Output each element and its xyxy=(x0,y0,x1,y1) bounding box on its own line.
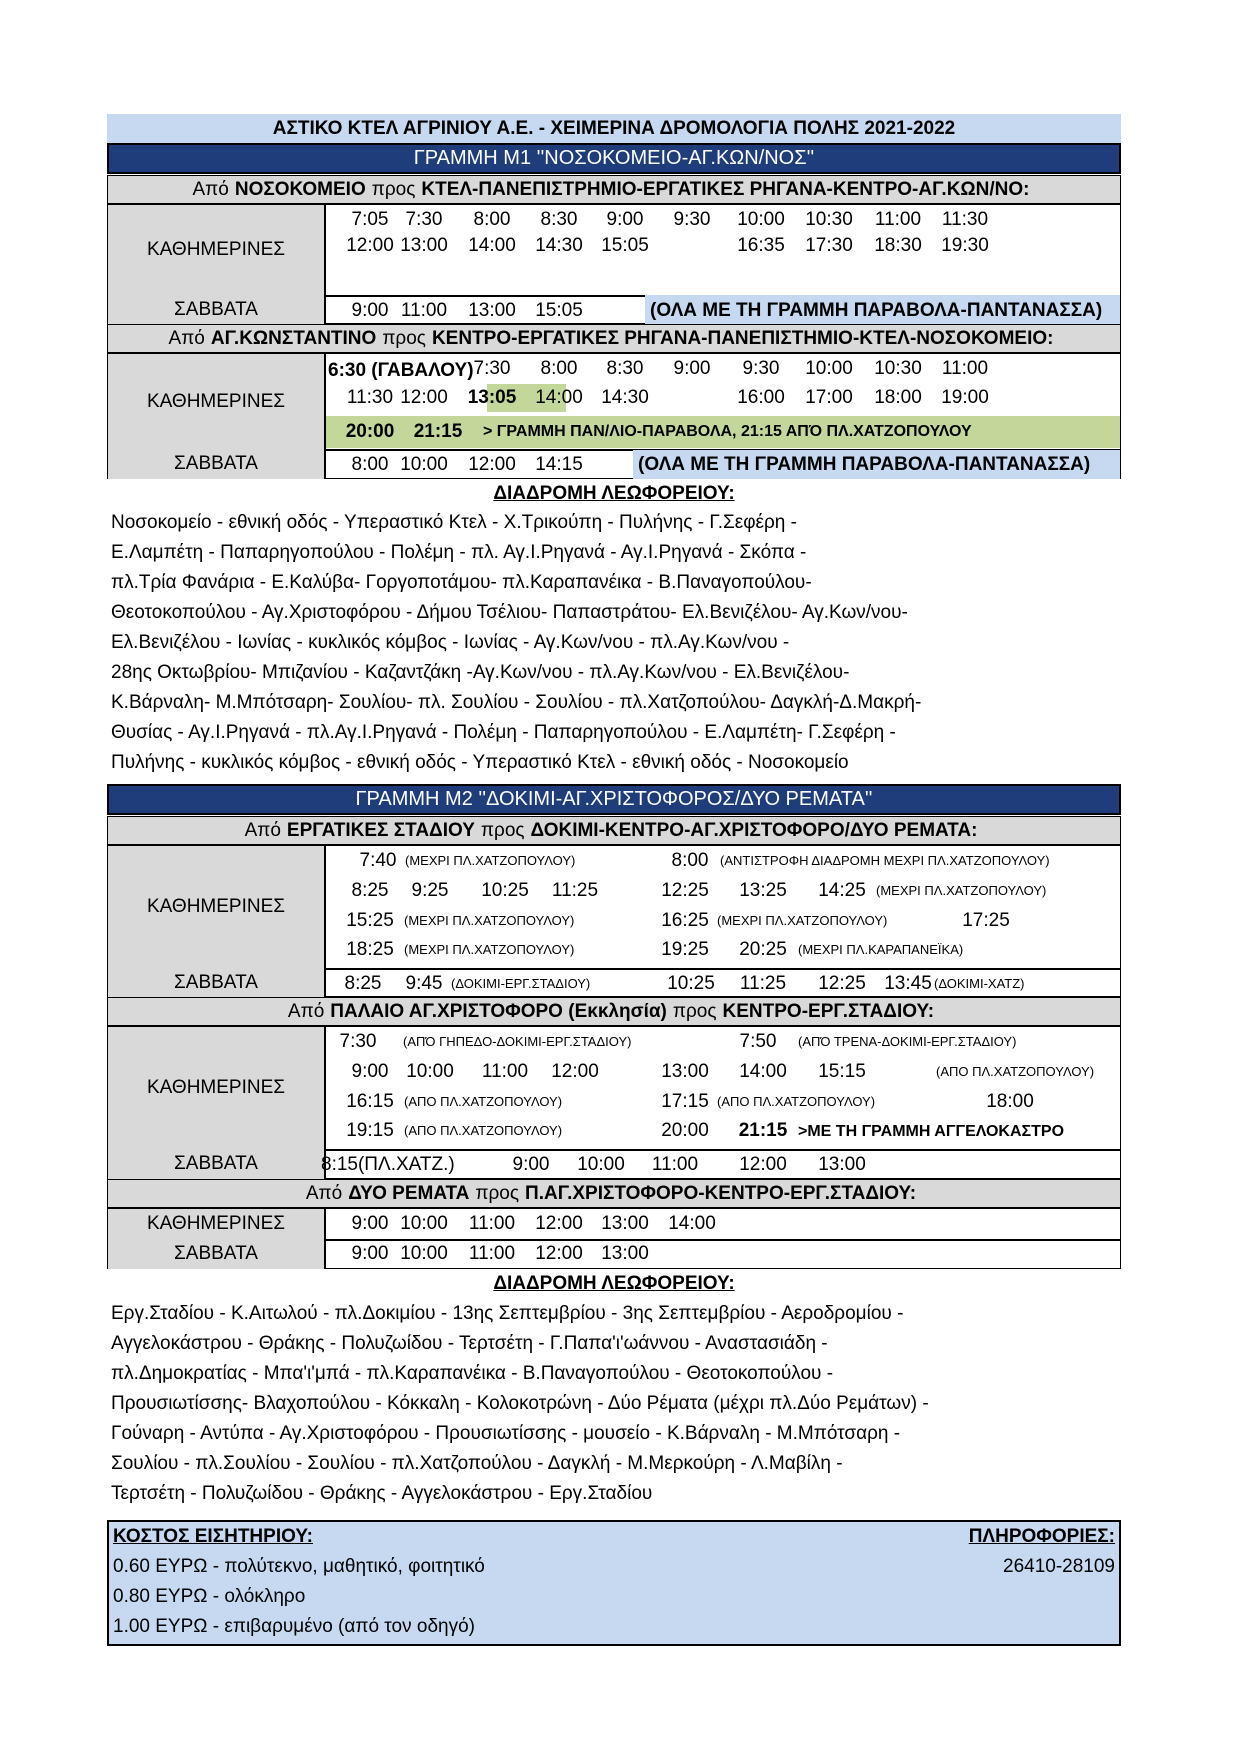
departure-time: 14:00 xyxy=(739,1061,787,1082)
departure-time: 10:30 xyxy=(805,209,853,230)
dir-mid: προς xyxy=(672,1000,717,1022)
departure-time: 18:25 xyxy=(346,939,394,960)
departure-time: 10:00 xyxy=(406,1061,454,1082)
departure-time: 14:00 xyxy=(535,387,583,408)
departure-time: 11:00 xyxy=(481,1061,529,1082)
departure-time: 21:15 xyxy=(738,1120,788,1141)
route-line: 28ης Οκτωβρίου- Μπιζανίου - Καζαντζάκη -Αγ.Κων/νου - πλ.Αγ.Κων/νου - Ελ.Βενιζέλου- xyxy=(111,662,850,683)
departure-time: 15:05 xyxy=(601,235,649,256)
departure-time: 7:30 xyxy=(405,209,443,230)
departure-time: 8:25 xyxy=(351,880,389,901)
departure-time: 14:00 xyxy=(468,235,516,256)
departure-time: 8:30 xyxy=(540,209,578,230)
departure-time: 13:00 xyxy=(601,1243,649,1264)
m2-dir2-schedule xyxy=(107,1026,1121,1179)
departure-time: 10:00 xyxy=(805,358,853,379)
departure-time: 17:00 xyxy=(805,387,853,408)
departure-time: 11:00 xyxy=(468,1243,516,1264)
route-line: Πυλήνης - κυκλικός κόμβος - εθνική οδός - Υπεραστικό Κτελ - εθνική οδός - Νοσοκομείο xyxy=(111,752,849,773)
saturdays-label: ΣΑΒΒΑΤΑ xyxy=(108,1149,326,1179)
departure-note: (ΑΠΌ ΓΗΠΕΔΟ-ΔΟΚΙΜΙ-ΕΡΓ.ΣΤΑΔΙΟΥ) xyxy=(403,1034,632,1049)
info-phone: 26410-28109 xyxy=(1003,1556,1115,1577)
departure-time: 12:00 xyxy=(535,1213,583,1234)
departure-time: 9:00 xyxy=(351,1213,389,1234)
departure-time: 12:00 xyxy=(468,454,516,475)
departure-time: 12:00 xyxy=(346,235,394,256)
departure-time: 12:00 xyxy=(535,1243,583,1264)
departure-note: (ΑΠΌ ΤΡΕΝΑ-ΔΟΚΙΜΙ-ΕΡΓ.ΣΤΑΔΙΟΥ) xyxy=(798,1034,1017,1049)
departure-time: 13:00 xyxy=(601,1213,649,1234)
departure-time: 8:30 xyxy=(606,358,644,379)
departure-time: 11:00 xyxy=(651,1154,699,1175)
m1-dir1-saturday-note: (ΟΛΑ ΜΕ ΤΗ ΓΡΑΜΜΗ ΠΑΡΑΒΟΛΑ-ΠΑΝΤΑΝΑΣΣΑ) xyxy=(650,300,1103,321)
dir-prefix: Από xyxy=(244,819,281,841)
saturday-time: 13:45 xyxy=(884,973,932,994)
dir-from: ΕΡΓΑΤΙΚΕΣ ΣΤΑΔΙΟΥ xyxy=(286,819,475,841)
departure-note: (ΜΕΧΡΙ ΠΛ.ΧΑΤΖΟΠΟΥΛΟΥ) xyxy=(717,913,888,928)
m2-heading: ΓΡΑΜΜΗ Μ2 ''ΔΟΚΙΜΙ-ΑΓ.ΧΡΙΣΤΟΦΟΡΟΣ/ΔΥΟ ΡΕΜΑΤΑ'' xyxy=(107,784,1121,815)
dir-to: ΚΕΝΤΡΟ-ΕΡΓΑΤΙΚΕΣ ΡΗΓΑΝΑ-ΠΑΝΕΠΙΣΤΗΜΙΟ-ΚΤΕΛ-ΝΟΣΟΚΟΜΕΙΟ: xyxy=(431,327,1054,349)
saturdays-label: ΣΑΒΒΑΤΑ xyxy=(108,295,326,324)
m1-dir1-schedule xyxy=(107,204,1121,324)
departure-time: 9:00 xyxy=(351,1243,389,1264)
route-line: Θυσίας - Αγ.Ι.Ρηγανά - πλ.Αγ.Ι.Ρηγανά - Πολέμη - Παπαρηγοπούλου - Ε.Λαμπέτη- Γ.Σεφέρη - xyxy=(111,722,896,743)
departure-time: 17:30 xyxy=(805,235,853,256)
dir-prefix: Από xyxy=(305,1182,343,1204)
departure-time: 10:30 xyxy=(874,358,922,379)
m1-route-heading: ΔΙΑΔΡΟΜΗ ΛΕΩΦΟΡΕΙΟΥ: xyxy=(493,483,735,504)
departure-time: 9:00 xyxy=(351,1061,389,1082)
departure-time: 20:00 xyxy=(661,1120,709,1141)
departure-time: 21:15 xyxy=(413,421,463,442)
departure-time: 9:00 xyxy=(673,358,711,379)
departure-time: 7:50 xyxy=(739,1031,777,1052)
route-line: πλ.Τρία Φανάρια - Ε.Καλύβα- Γοργοποτάμου- πλ.Καραπανέικα - Β.Παναγοπούλου- xyxy=(111,572,812,593)
saturdays-label: ΣΑΒΒΑΤΑ xyxy=(108,1239,326,1269)
saturday-note: (ΔΟΚΙΜΙ-ΧΑΤΖ) xyxy=(934,976,1025,991)
departure-time: 11:30 xyxy=(941,209,989,230)
departure-time: 12:25 xyxy=(661,880,709,901)
saturday-time: 10:25 xyxy=(667,973,715,994)
departure-time: 9:00 xyxy=(606,209,644,230)
saturdays-label: ΣΑΒΒΑΤΑ xyxy=(108,968,326,997)
fare-box xyxy=(107,1520,1121,1646)
dir-from: ΠΑΛΑΙΟ ΑΓ.ΧΡΙΣΤΟΦΟΡΟ (Εκκλησία) xyxy=(330,1000,667,1022)
m1-dir2-evening-note: > ΓΡΑΜΜΗ ΠΑΝ/ΛΙΟ-ΠΑΡΑΒΟΛΑ, 21:15 ΑΠΌ ΠΛ.ΧΑΤΖΟΠΟΥΛΟΥ xyxy=(483,423,972,440)
dir-to: Π.ΑΓ.ΧΡΙΣΤΟΦΟΡΟ-ΚΕΝΤΡΟ-ΕΡΓ.ΣΤΑΔΙΟΥ: xyxy=(525,1182,917,1204)
departure-time: 11:00 xyxy=(400,300,448,321)
departure-time: 12:00 xyxy=(739,1154,787,1175)
departure-time: 9:00 xyxy=(512,1154,550,1175)
departure-time: 13:00 xyxy=(400,235,448,256)
departure-time: 14:15 xyxy=(535,454,583,475)
departure-time: 10:00 xyxy=(577,1154,625,1175)
departure-time: 13:25 xyxy=(739,880,787,901)
dir-to: ΔΟΚΙΜΙ-ΚΕΝΤΡΟ-ΑΓ.ΧΡΙΣΤΟΦΟΡΟ/ΔΥΟ ΡΕΜΑΤΑ: xyxy=(530,819,978,841)
departure-time: 16:25 xyxy=(661,910,709,931)
weekdays-label: ΚΑΘΗΜΕΡΙΝΕΣ xyxy=(108,354,326,449)
departure-note: (ΜΕΧΡΙ ΠΛ.ΧΑΤΖΟΠΟΥΛΟΥ) xyxy=(404,942,575,957)
departure-time: 9:30 xyxy=(742,358,780,379)
saturday-time: 12:25 xyxy=(818,973,866,994)
saturday-note: (ΔΟΚΙΜΙ-ΕΡΓ.ΣΤΑΔΙΟΥ) xyxy=(451,976,591,991)
m2-route-heading: ΔΙΑΔΡΟΜΗ ΛΕΩΦΟΡΕΙΟΥ: xyxy=(493,1273,735,1294)
m2-dir1-schedule xyxy=(107,845,1121,997)
m1-direction-1 xyxy=(107,175,1121,204)
departure-time: 11:00 xyxy=(941,358,989,379)
dir-to: ΚΕΝΤΡΟ-ΕΡΓ.ΣΤΑΔΙΟΥ: xyxy=(722,1000,935,1022)
departure-time: 10:00 xyxy=(400,1243,448,1264)
departure-time: 8:00 xyxy=(540,358,578,379)
departure-note: (ΑΝΤΙΣΤΡΟΦΗ ΔΙΑΔΡΟΜΗ ΜΕΧΡΙ ΠΛ.ΧΑΤΖΟΠΟΥΛΟΥ) xyxy=(720,853,1050,868)
departure-time: 9:25 xyxy=(411,880,449,901)
saturdays-label: ΣΑΒΒΑΤΑ xyxy=(108,449,326,479)
departure-time: 12:00 xyxy=(400,387,448,408)
departure-time: 11:25 xyxy=(551,880,599,901)
departure-time: 19:15 xyxy=(346,1120,394,1141)
route-line: Γούναρη - Αντύπα - Αγ.Χριστοφόρου - Προυσιωτίσσης - μουσείο - Κ.Βάρναλη - Μ.Μπότσαρη - xyxy=(111,1423,901,1444)
departure-time: 14:00 xyxy=(668,1213,716,1234)
dir-from: ΔΥΟ ΡΕΜΑΤΑ xyxy=(348,1182,470,1204)
weekdays-label: ΚΑΘΗΜΕΡΙΝΕΣ xyxy=(108,205,326,295)
departure-time: 14:25 xyxy=(818,880,866,901)
saturday-time: 8:25 xyxy=(344,973,382,994)
departure-time: 11:00 xyxy=(874,209,922,230)
m2-direction-1 xyxy=(107,816,1121,845)
departure-time: 15:15 xyxy=(818,1061,866,1082)
departure-time: 20:25 xyxy=(739,939,787,960)
departure-time: 13:00 xyxy=(661,1061,709,1082)
departure-time: 8:00 xyxy=(473,209,511,230)
departure-time: 10:00 xyxy=(400,454,448,475)
route-line: Εργ.Σταδίου - Κ.Αιτωλού - πλ.Δοκιμίου - 13ης Σεπτεμβρίου - 3ης Σεπτεμβρίου - Αεροδρομίου - xyxy=(111,1303,904,1324)
dir-from: ΑΓ.ΚΩΝΣΤΑΝΤΙΝΟ xyxy=(210,327,377,349)
m1-dir2-schedule xyxy=(107,353,1121,479)
departure-time: 19:00 xyxy=(941,387,989,408)
saturday-time: 9:45 xyxy=(405,973,443,994)
fare-item: 0.80 ΕΥΡΩ - ολόκληρο xyxy=(113,1586,306,1607)
weekdays-label: ΚΑΘΗΜΕΡΙΝΕΣ xyxy=(108,1027,326,1149)
m1-direction-2 xyxy=(107,324,1121,353)
route-line: Τερτσέτη - Πολυζωίδου - Θράκης - Αγγελοκάστρου - Εργ.Σταδίου xyxy=(111,1483,653,1504)
route-line: Σουλίου - πλ.Σουλίου - Σουλίου - πλ.Χατζοπούλου - Δαγκλή - Μ.Μερκούρη - Λ.Μαβίλη - xyxy=(111,1453,843,1474)
route-line: Κ.Βάρναλη- Μ.Μπότσαρη- Σουλίου- πλ. Σουλίου - Σουλίου - πλ.Χατζοπούλου- Δαγκλή-Δ.Μακρή- xyxy=(111,692,922,713)
departure-time: 18:00 xyxy=(986,1091,1034,1112)
departure-note: (ΑΠΟ ΠΛ.ΧΑΤΖΟΠΟΥΛΟΥ) xyxy=(717,1094,876,1109)
departure-note: (ΑΠΟ ΠΛ.ΧΑΤΖΟΠΟΥΛΟΥ) xyxy=(936,1064,1095,1079)
departure-time: 14:30 xyxy=(601,387,649,408)
departure-time: 7:40 xyxy=(359,850,397,871)
fare-item: 0.60 ΕΥΡΩ - πολύτεκνο, μαθητικό, φοιτητικό xyxy=(113,1556,485,1577)
departure-time: 8:00 xyxy=(351,454,389,475)
dir-mid: προς xyxy=(480,819,525,841)
m1-dir2-saturday-note: (ΟΛΑ ΜΕ ΤΗ ΓΡΑΜΜΗ ΠΑΡΑΒΟΛΑ-ΠΑΝΤΑΝΑΣΣΑ) xyxy=(638,454,1091,475)
route-line: Αγγελοκάστρου - Θράκης - Πολυζωίδου - Τερτσέτη - Γ.Παπα'ι'ωάννου - Αναστασιάδη - xyxy=(111,1333,828,1354)
departure-time: 16:35 xyxy=(737,235,785,256)
route-line: Προυσιωτίσσης- Βλαχοπούλου - Κόκκαλη - Κολοκοτρώνη - Δύο Ρέματα (μέχρι πλ.Δύο Ρεμάτων) - xyxy=(111,1393,929,1414)
dir-from: ΝΟΣΟΚΟΜΕΙΟ xyxy=(234,178,366,200)
dir-prefix: Από xyxy=(168,327,205,349)
departure-note: (ΜΕΧΡΙ ΠΛ.ΧΑΤΖΟΠΟΥΛΟΥ) xyxy=(405,853,576,868)
departure-time: 18:00 xyxy=(874,387,922,408)
departure-time: 9:30 xyxy=(673,209,711,230)
m2-dir3-schedule xyxy=(107,1208,1121,1269)
departure-note: (ΜΕΧΡΙ ΠΛ.ΧΑΤΖΟΠΟΥΛΟΥ) xyxy=(876,883,1047,898)
departure-time: 10:00 xyxy=(400,1213,448,1234)
departure-time: 7:05 xyxy=(351,209,389,230)
weekdays-label: ΚΑΘΗΜΕΡΙΝΕΣ xyxy=(108,1209,326,1239)
departure-time: 14:30 xyxy=(535,235,583,256)
departure-time: 9:00 xyxy=(351,300,389,321)
route-line: Ελ.Βενιζέλου - Ιωνίας - κυκλικός κόμβος - Ιωνίας - Αγ.Κων/νου - πλ.Αγ.Κων/νου - xyxy=(111,632,790,653)
m2-direction-2 xyxy=(107,997,1121,1026)
departure-note: (ΜΕΧΡΙ ΠΛ.ΚΑΡΑΠΑΝΕΪΚΑ) xyxy=(798,942,964,957)
departure-note: (ΑΠΟ ΠΛ.ΧΑΤΖΟΠΟΥΛΟΥ) xyxy=(404,1094,563,1109)
departure-time: 20:00 xyxy=(345,421,395,442)
departure-time: 17:15 xyxy=(661,1091,709,1112)
departure-time: 18:30 xyxy=(874,235,922,256)
departure-time: 19:25 xyxy=(661,939,709,960)
departure-time: 7:30 xyxy=(339,1031,377,1052)
departure-time: 8:00 xyxy=(671,850,709,871)
dir-to: ΚΤΕΛ-ΠΑΝΕΠΙΣΤΡΗΜΙΟ-ΕΡΓΑΤΙΚΕΣ ΡΗΓΑΝΑ-ΚΕΝΤΡΟ-ΑΓ.ΚΩΝ/ΝΟ: xyxy=(421,178,1030,200)
departure-note: (ΜΕΧΡΙ ΠΛ.ΧΑΤΖΟΠΟΥΛΟΥ) xyxy=(404,913,575,928)
departure-time: 15:25 xyxy=(346,910,394,931)
dir-prefix: Από xyxy=(287,1000,325,1022)
dir-prefix: Από xyxy=(192,178,229,200)
departure-time: 12:00 xyxy=(551,1061,599,1082)
saturday-time: 8:15(ΠΛ.ΧΑΤΖ.) xyxy=(321,1154,455,1175)
route-line: Θεοτοκοπούλου - Αγ.Χριστοφόρου - Δήμου Τσέλιου- Παπαστράτου- Ελ.Βενιζέλου- Αγ.Κων/νου- xyxy=(111,602,908,623)
m1-dir2-first-trip: 6:30 (ΓΑΒΑΛΟΥ) xyxy=(328,360,474,381)
fare-item: 1.00 ΕΥΡΩ - επιβαρυμένο (από τον οδηγό) xyxy=(113,1616,475,1637)
m2-direction-3 xyxy=(107,1179,1121,1208)
route-line: Νοσοκομείο - εθνική οδός - Υπεραστικό Κτελ - Χ.Τρικούπη - Πυλήνης - Γ.Σεφέρη - xyxy=(111,512,797,533)
saturday-time: 11:25 xyxy=(739,973,787,994)
departure-time: 19:30 xyxy=(941,235,989,256)
departure-time: 11:00 xyxy=(468,1213,516,1234)
dir-mid: προς xyxy=(382,327,426,349)
route-line: Ε.Λαμπέτη - Παπαρηγοπούλου - Πολέμη - πλ. Αγ.Ι.Ρηγανά - Αγ.Ι.Ρηγανά - Σκόπα - xyxy=(111,542,807,563)
departure-time: 10:00 xyxy=(737,209,785,230)
departure-time: 11:30 xyxy=(346,387,394,408)
info-heading: ΠΛΗΡΟΦΟΡΙΕΣ: xyxy=(968,1526,1115,1547)
dir-mid: προς xyxy=(475,1182,520,1204)
weekdays-label: ΚΑΘΗΜΕΡΙΝΕΣ xyxy=(108,846,326,968)
departure-time: 13:05 xyxy=(467,387,517,408)
dir-mid: προς xyxy=(371,178,416,200)
route-line: πλ.Δημοκρατίας - Μπα'ι'μπά - πλ.Καραπανέικα - Β.Παναγοπούλου - Θεοτοκοπούλου - xyxy=(111,1363,834,1384)
page-title: ΑΣΤΙΚΟ ΚΤΕΛ ΑΓΡΙΝΙΟΥ Α.Ε. - ΧΕΙΜΕΡΙΝΑ ΔΡΟΜΟΛΟΓΙΑ ΠΟΛΗΣ 2021-2022 xyxy=(107,114,1121,144)
m1-heading: ΓΡΑΜΜΗ Μ1 ''ΝΟΣΟΚΟΜΕΙΟ-ΑΓ.ΚΩΝ/ΝΟΣ'' xyxy=(107,143,1121,174)
departure-time: 16:15 xyxy=(346,1091,394,1112)
departure-note: (ΑΠΟ ΠΛ.ΧΑΤΖΟΠΟΥΛΟΥ) xyxy=(404,1123,563,1138)
departure-time: 7:30 xyxy=(473,358,511,379)
departure-time: 17:25 xyxy=(962,910,1010,931)
departure-time: 13:00 xyxy=(818,1154,866,1175)
departure-time: 10:25 xyxy=(481,880,529,901)
fare-heading: ΚΟΣΤΟΣ ΕΙΣΗΤΗΡΙΟΥ: xyxy=(113,1526,313,1547)
departure-note: >ΜΕ ΤΗ ΓΡΑΜΜΗ ΑΓΓΕΛΟΚΑΣΤΡΟ xyxy=(798,1123,1065,1140)
departure-time: 15:05 xyxy=(535,300,583,321)
departure-time: 16:00 xyxy=(737,387,785,408)
departure-time: 13:00 xyxy=(468,300,516,321)
